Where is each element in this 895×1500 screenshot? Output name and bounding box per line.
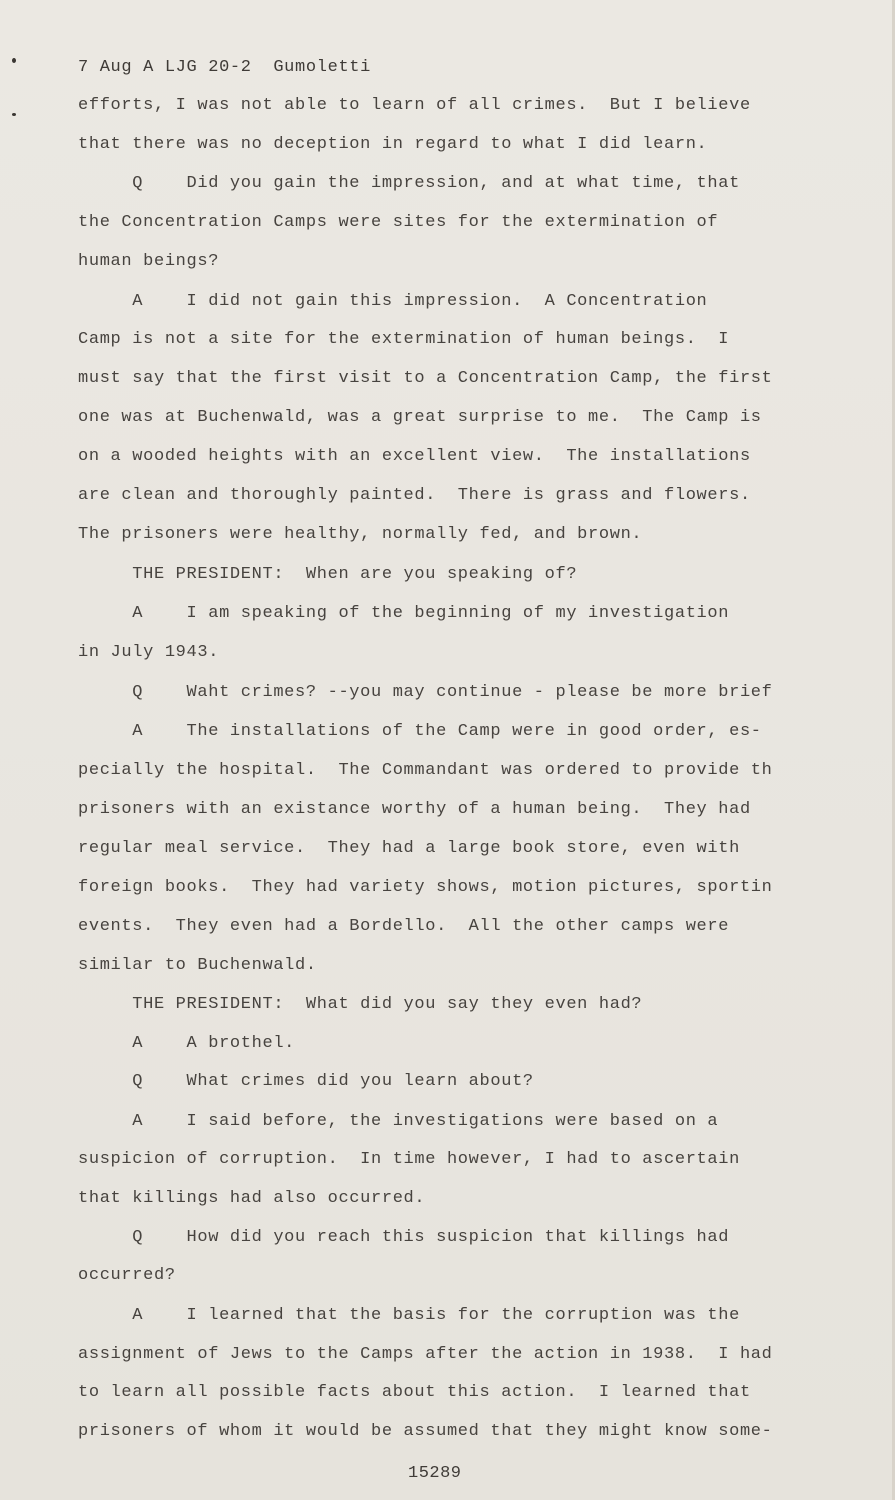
transcript-line: events. They even had a Bordello. All the other camps were — [78, 917, 730, 936]
transcript-line: The prisoners were healthy, normally fed, and brown. — [78, 525, 643, 544]
transcript-line: suspicion of corruption. In time however, I had to ascertain — [78, 1150, 740, 1169]
transcript-line: foreign books. They had variety shows, motion pictures, sportin — [78, 878, 773, 897]
transcript-line: similar to Buchenwald. — [78, 956, 317, 975]
transcript-line: efforts, I was not able to learn of all crimes. But I believe — [78, 96, 751, 115]
transcript-line: THE PRESIDENT: What did you say they even had? — [78, 995, 643, 1014]
transcript-line: A The installations of the Camp were in good order, es- — [78, 722, 762, 741]
transcript-line: the Concentration Camps were sites for the extermination of — [78, 213, 719, 232]
transcript-line: on a wooded heights with an excellent view. The installations — [78, 447, 751, 466]
transcript-line: occurred? — [78, 1266, 176, 1285]
transcript-line: to learn all possible facts about this action. I learned that — [78, 1383, 751, 1402]
transcript-line: Q Did you gain the impression, and at what time, that — [78, 174, 740, 193]
punch-mark-top — [12, 58, 16, 63]
transcript-line: A I am speaking of the beginning of my investigation — [78, 604, 730, 623]
transcript-line: Q How did you reach this suspicion that killings had — [78, 1228, 730, 1247]
transcript-line: THE PRESIDENT: When are you speaking of? — [78, 565, 578, 584]
transcript-line: pecially the hospital. The Commandant was ordered to provide th — [78, 761, 773, 780]
transcript-line: assignment of Jews to the Camps after the action in 1938. I had — [78, 1345, 773, 1364]
transcript-line: prisoners of whom it would be assumed that they might know some- — [78, 1422, 773, 1441]
transcript-line: one was at Buchenwald, was a great surprise to me. The Camp is — [78, 408, 762, 427]
page-header: 7 Aug A LJG 20-2 Gumoletti — [78, 58, 371, 77]
page-number: 15289 — [408, 1464, 462, 1483]
transcript-line: must say that the first visit to a Concentration Camp, the first — [78, 369, 773, 388]
transcript-line: in July 1943. — [78, 643, 220, 662]
transcript-line: are clean and thoroughly painted. There is grass and flowers. — [78, 486, 751, 505]
transcript-line: A I did not gain this impression. A Concentration — [78, 292, 708, 311]
transcript-line: human beings? — [78, 252, 220, 271]
transcript-line: A I learned that the basis for the corruption was the — [78, 1306, 740, 1325]
transcript-line: regular meal service. They had a large book store, even with — [78, 839, 740, 858]
transcript-line: that there was no deception in regard to what I did learn. — [78, 135, 708, 154]
transcript-line: Q Waht crimes? --you may continue - please be more brief — [78, 683, 773, 702]
transcript-line: that killings had also occurred. — [78, 1189, 426, 1208]
transcript-line: prisoners with an existance worthy of a human being. They had — [78, 800, 751, 819]
transcript-line: A A brothel. — [78, 1034, 296, 1053]
punch-mark-lower — [12, 113, 16, 116]
transcript-line: Q What crimes did you learn about? — [78, 1072, 534, 1091]
transcript-line: Camp is not a site for the extermination of human beings. I — [78, 330, 730, 349]
transcript-line: A I said before, the investigations were based on a — [78, 1112, 719, 1131]
